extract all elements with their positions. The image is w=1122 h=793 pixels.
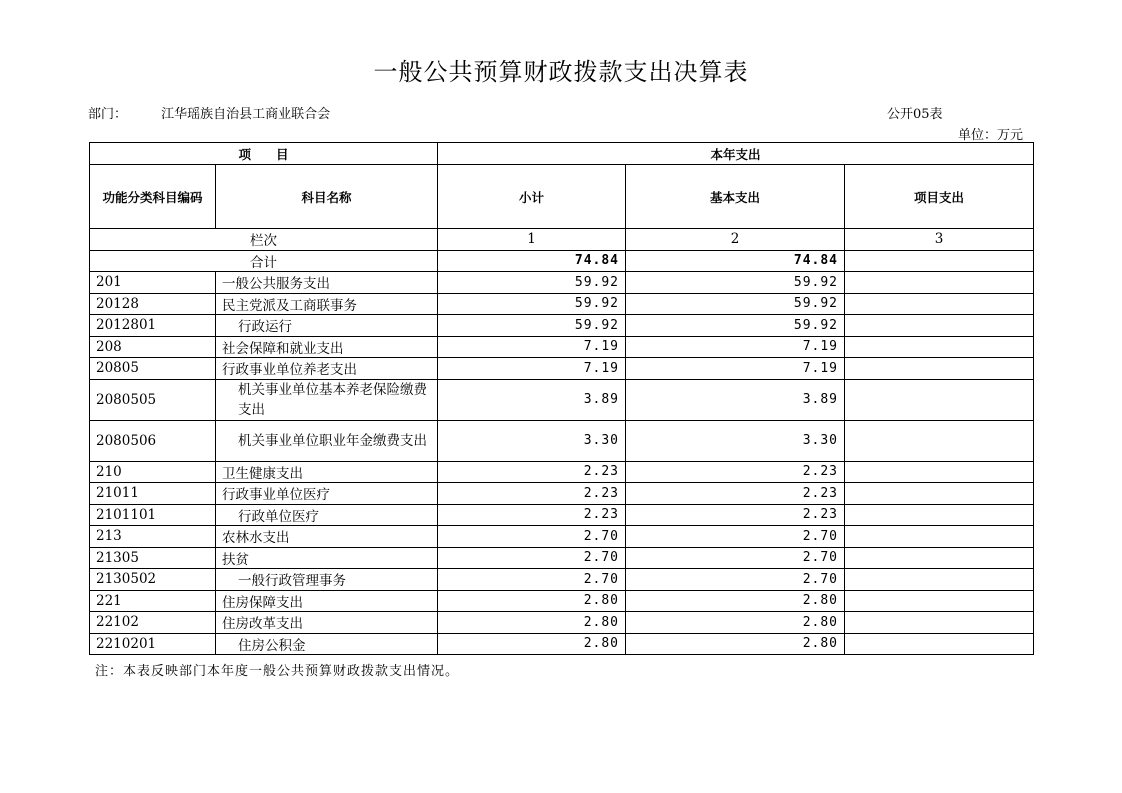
column-index-label: 栏次 bbox=[90, 229, 438, 251]
row-subtotal: 3.30 bbox=[438, 420, 626, 461]
total-subtotal: 74.84 bbox=[438, 250, 626, 272]
expenditure-table bbox=[89, 142, 1034, 655]
row-basic: 7.19 bbox=[626, 336, 845, 358]
header-current-year: 本年支出 bbox=[438, 143, 1034, 165]
row-code: 2080506 bbox=[90, 420, 216, 461]
row-code: 21305 bbox=[90, 547, 216, 569]
row-subtotal: 7.19 bbox=[438, 358, 626, 380]
row-project bbox=[845, 504, 1034, 526]
row-name: 一般公共服务支出 bbox=[216, 272, 438, 294]
header-subject-name: 科目名称 bbox=[216, 165, 438, 229]
row-subtotal: 7.19 bbox=[438, 336, 626, 358]
row-basic: 2.80 bbox=[626, 590, 845, 612]
table-row bbox=[90, 272, 1034, 294]
row-subtotal: 2.80 bbox=[438, 590, 626, 612]
row-code: 22102 bbox=[90, 612, 216, 634]
row-name: 一般行政管理事务 bbox=[216, 569, 438, 591]
row-project bbox=[845, 633, 1034, 655]
department-name: 江华瑶族自治县工商业联合会 bbox=[161, 107, 331, 122]
table-row bbox=[90, 461, 1034, 483]
row-code: 2210201 bbox=[90, 633, 216, 655]
row-subtotal: 2.80 bbox=[438, 612, 626, 634]
row-basic: 59.92 bbox=[626, 272, 845, 294]
table-row bbox=[90, 504, 1034, 526]
table-row bbox=[90, 336, 1034, 358]
header-basic: 基本支出 bbox=[626, 165, 845, 229]
row-project bbox=[845, 547, 1034, 569]
row-basic: 2.70 bbox=[626, 526, 845, 548]
total-project bbox=[845, 250, 1034, 272]
table-row bbox=[90, 315, 1034, 337]
row-code: 201 bbox=[90, 272, 216, 294]
row-project bbox=[845, 420, 1034, 461]
row-subtotal: 59.92 bbox=[438, 272, 626, 294]
row-project bbox=[845, 483, 1034, 505]
header-func-code: 功能分类科目编码 bbox=[90, 165, 216, 229]
row-name: 住房保障支出 bbox=[216, 590, 438, 612]
row-basic: 2.70 bbox=[626, 569, 845, 591]
row-basic: 59.92 bbox=[626, 293, 845, 315]
row-name: 行政事业单位医疗 bbox=[216, 483, 438, 505]
row-subtotal: 2.70 bbox=[438, 547, 626, 569]
row-project bbox=[845, 315, 1034, 337]
page-title: 一般公共预算财政拨款支出决算表 bbox=[373, 58, 749, 86]
table-row bbox=[90, 547, 1034, 569]
row-name: 住房公积金 bbox=[216, 633, 438, 655]
row-name: 卫生健康支出 bbox=[216, 461, 438, 483]
row-project bbox=[845, 590, 1034, 612]
row-basic: 2.23 bbox=[626, 504, 845, 526]
unit-label: 单位：万元 bbox=[958, 128, 1024, 143]
row-code: 208 bbox=[90, 336, 216, 358]
footnote: 注：本表反映部门本年度一般公共预算财政拨款支出情况。 bbox=[95, 664, 460, 679]
row-code: 21011 bbox=[90, 483, 216, 505]
table-row bbox=[90, 590, 1034, 612]
row-project bbox=[845, 461, 1034, 483]
column-index-1: 1 bbox=[438, 229, 626, 251]
row-basic: 3.89 bbox=[626, 379, 845, 420]
row-project bbox=[845, 379, 1034, 420]
table-row bbox=[90, 379, 1034, 420]
row-code: 2012801 bbox=[90, 315, 216, 337]
row-basic: 2.70 bbox=[626, 547, 845, 569]
row-subtotal: 2.23 bbox=[438, 461, 626, 483]
row-code: 213 bbox=[90, 526, 216, 548]
row-code: 221 bbox=[90, 590, 216, 612]
table-row bbox=[90, 293, 1034, 315]
row-basic: 2.80 bbox=[626, 633, 845, 655]
row-name: 行政单位医疗 bbox=[216, 504, 438, 526]
row-subtotal: 2.70 bbox=[438, 526, 626, 548]
row-project bbox=[845, 336, 1034, 358]
table-row bbox=[90, 358, 1034, 380]
row-basic: 7.19 bbox=[626, 358, 845, 380]
row-project bbox=[845, 358, 1034, 380]
department-line bbox=[88, 103, 330, 122]
row-name: 住房改革支出 bbox=[216, 612, 438, 634]
table-row bbox=[90, 633, 1034, 655]
row-code: 2080505 bbox=[90, 379, 216, 420]
row-code: 20128 bbox=[90, 293, 216, 315]
row-project bbox=[845, 293, 1034, 315]
row-project bbox=[845, 272, 1034, 294]
row-subtotal: 2.80 bbox=[438, 633, 626, 655]
row-subtotal: 2.23 bbox=[438, 504, 626, 526]
total-row bbox=[90, 250, 1034, 272]
header-item: 项 目 bbox=[90, 143, 438, 165]
row-basic: 3.30 bbox=[626, 420, 845, 461]
row-name: 机关事业单位基本养老保险缴费支出 bbox=[216, 379, 438, 420]
row-project bbox=[845, 569, 1034, 591]
row-subtotal: 3.89 bbox=[438, 379, 626, 420]
row-name: 机关事业单位职业年金缴费支出 bbox=[216, 420, 438, 461]
row-code: 210 bbox=[90, 461, 216, 483]
row-code: 20805 bbox=[90, 358, 216, 380]
department-label: 部门： bbox=[88, 107, 128, 122]
row-project bbox=[845, 526, 1034, 548]
row-basic: 2.23 bbox=[626, 483, 845, 505]
row-project bbox=[845, 612, 1034, 634]
column-index-row bbox=[90, 229, 1034, 251]
row-subtotal: 2.23 bbox=[438, 483, 626, 505]
table-row bbox=[90, 526, 1034, 548]
row-name: 行政事业单位养老支出 bbox=[216, 358, 438, 380]
header-project: 项目支出 bbox=[845, 165, 1034, 229]
table-row bbox=[90, 569, 1034, 591]
row-subtotal: 59.92 bbox=[438, 315, 626, 337]
table-row bbox=[90, 483, 1034, 505]
row-basic: 2.23 bbox=[626, 461, 845, 483]
row-code: 2101101 bbox=[90, 504, 216, 526]
column-index-3: 3 bbox=[845, 229, 1034, 251]
row-name: 行政运行 bbox=[216, 315, 438, 337]
row-code: 2130502 bbox=[90, 569, 216, 591]
column-index-2: 2 bbox=[626, 229, 845, 251]
row-name: 农林水支出 bbox=[216, 526, 438, 548]
row-name: 社会保障和就业支出 bbox=[216, 336, 438, 358]
table-row bbox=[90, 612, 1034, 634]
row-subtotal: 59.92 bbox=[438, 293, 626, 315]
row-name: 扶贫 bbox=[216, 547, 438, 569]
row-basic: 59.92 bbox=[626, 315, 845, 337]
table-code: 公开05表 bbox=[887, 107, 943, 122]
header-subtotal: 小计 bbox=[438, 165, 626, 229]
table-row bbox=[90, 420, 1034, 461]
row-basic: 2.80 bbox=[626, 612, 845, 634]
total-basic: 74.84 bbox=[626, 250, 845, 272]
row-subtotal: 2.70 bbox=[438, 569, 626, 591]
total-label: 合计 bbox=[90, 250, 438, 272]
row-name: 民主党派及工商联事务 bbox=[216, 293, 438, 315]
